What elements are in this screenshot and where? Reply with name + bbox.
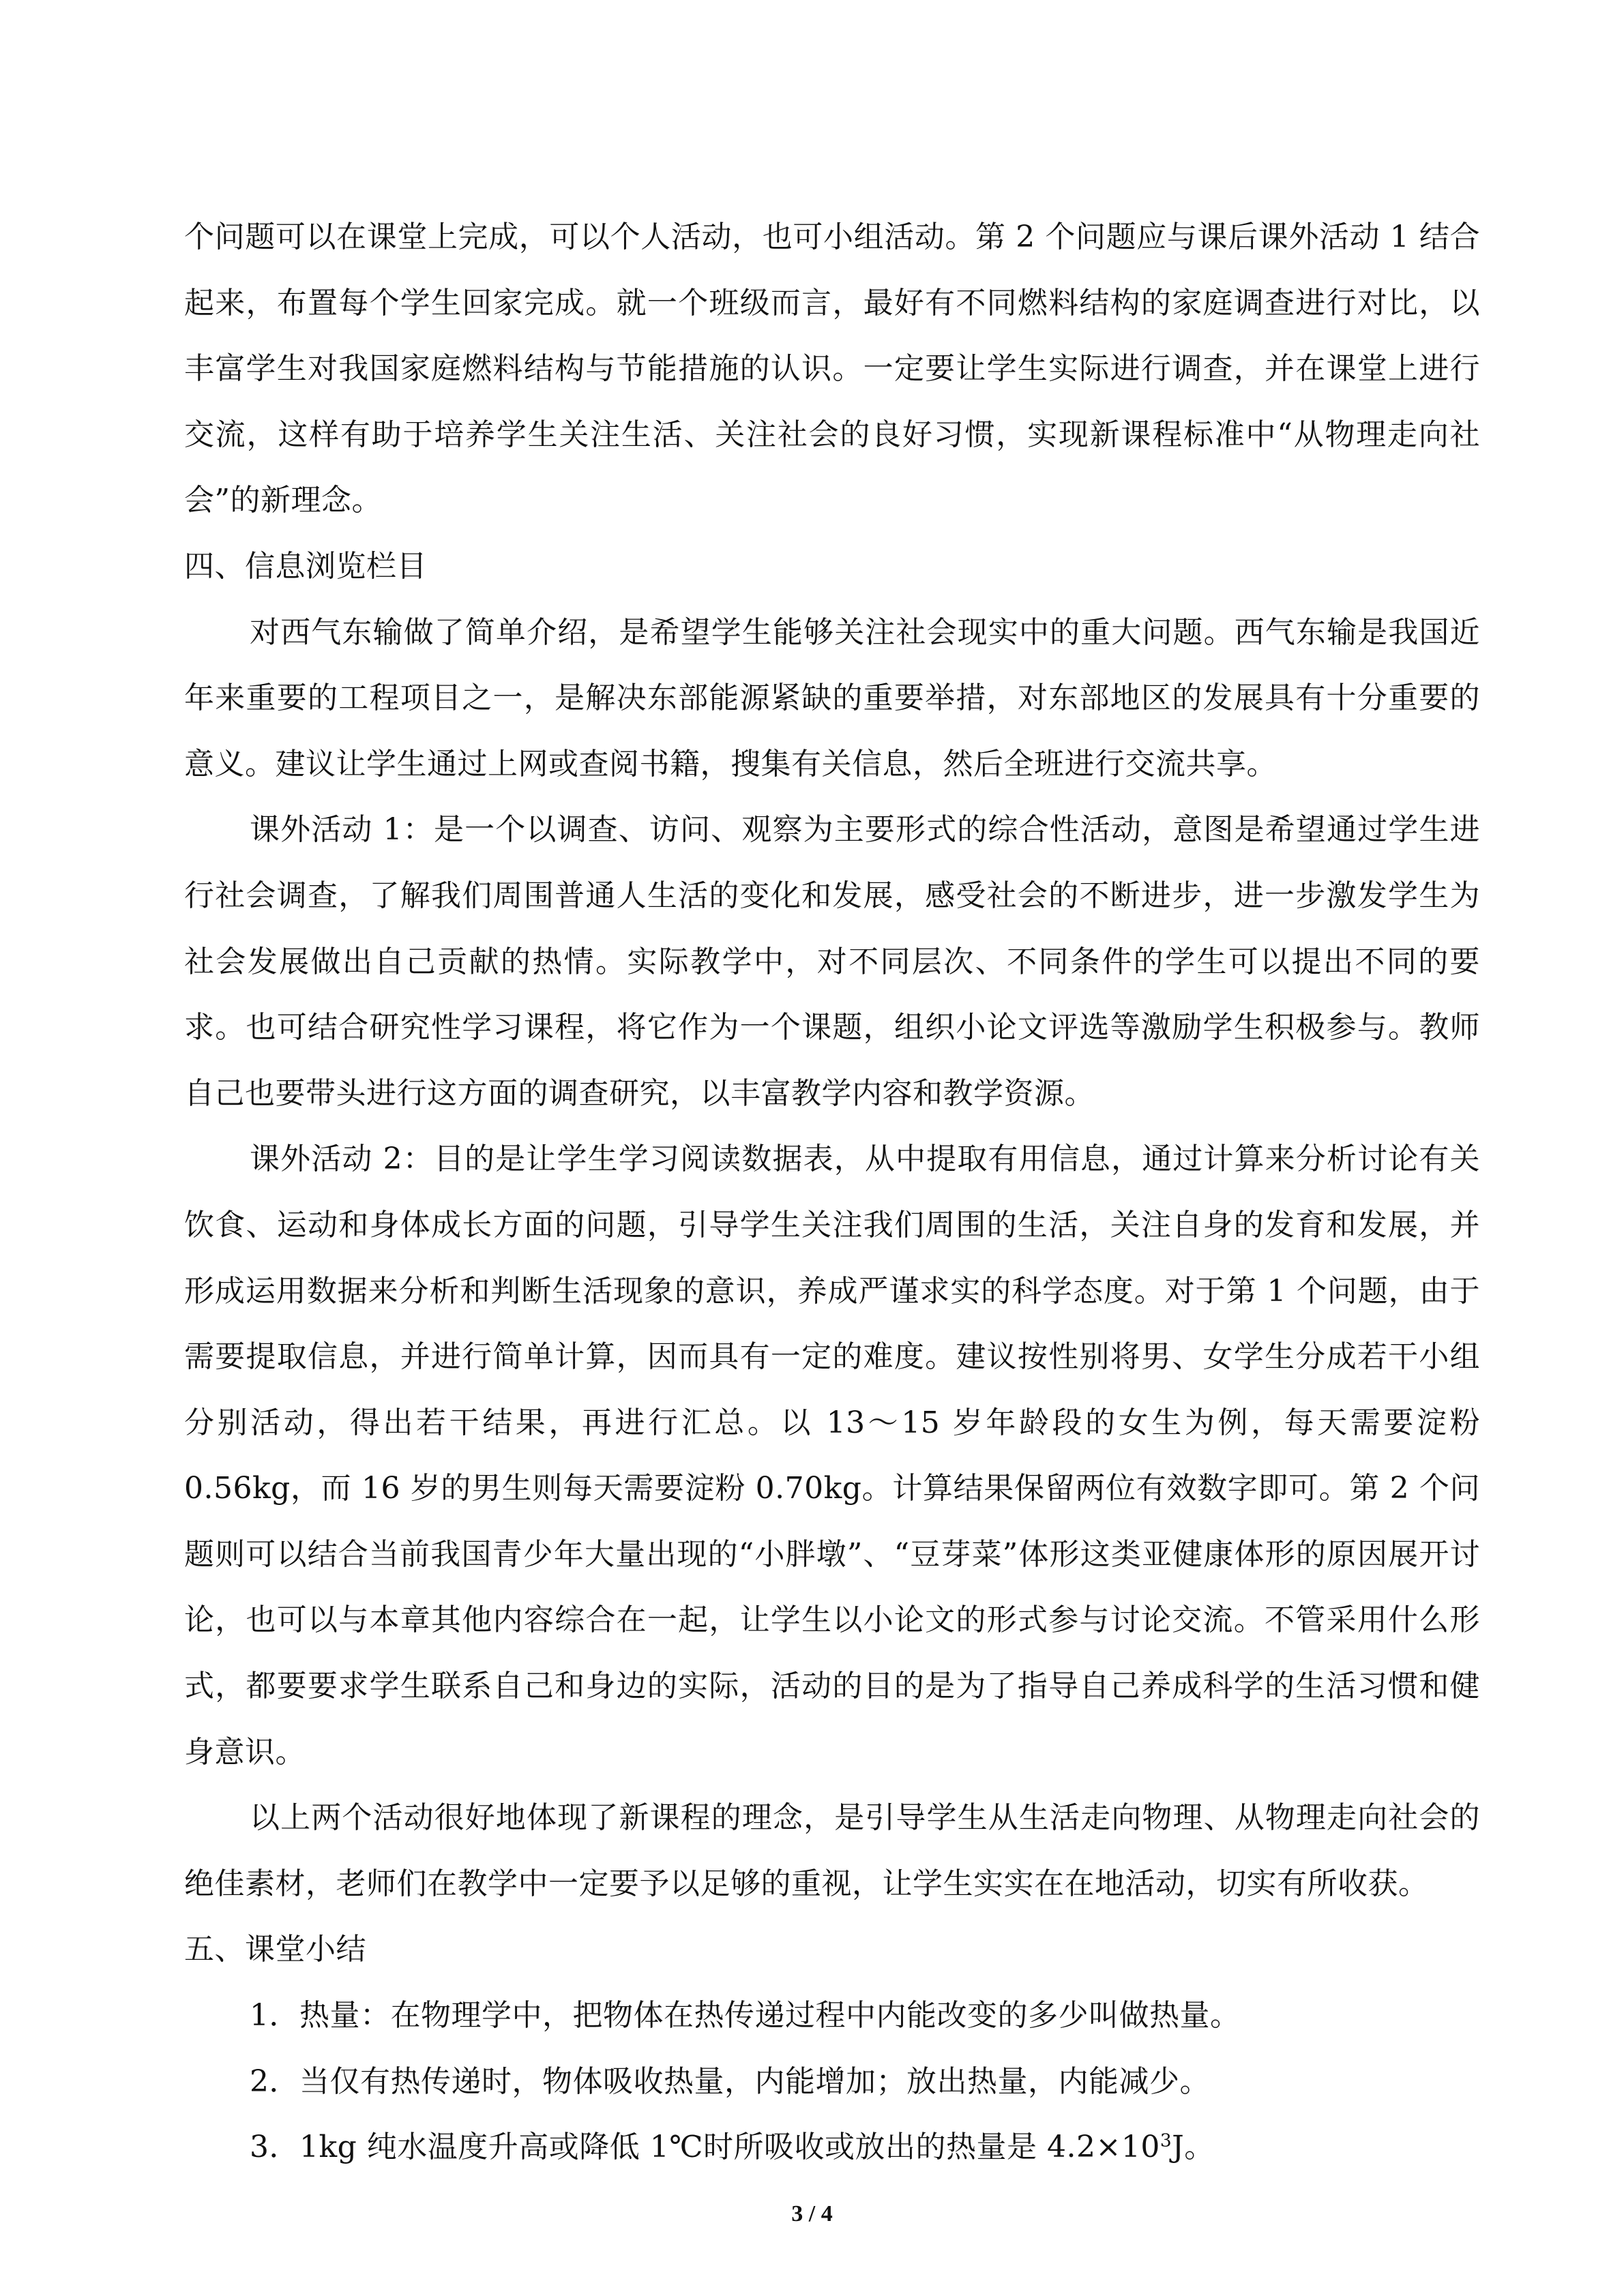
summary-item-2: 2．当仅有热传递时，物体吸收热量，内能增加；放出热量，内能减少。 (250, 2063, 1210, 2099)
summary-item-3-exponent: 3 (1160, 2130, 1172, 2151)
page-number: 3 / 4 (791, 2201, 833, 2226)
document-body (184, 205, 1480, 2181)
summary-item-3-unit: J。 (1172, 2130, 1215, 2165)
summary-item-3-text: 3．1kg 纯水温度升高或降低 1℃时所吸收或放出的热量是 4.2×10 (250, 2130, 1160, 2165)
summary-item-3 (184, 2115, 1480, 2181)
section-heading-info-browse: 四、信息浏览栏目 (184, 548, 427, 584)
paragraph-activities-summary: 以上两个活动很好地体现了新课程的理念，是引导学生从生活走向物理、从物理走向社会的绝佳素材，老师们在教学中一定要予以足够的重视，让学生实实在在地活动，切实有所收获。 (184, 1800, 1480, 1901)
paragraph-activity-1: 课外活动 1：是一个以调查、访问、观察为主要形式的综合性活动，意图是希望通过学生进行社会调查，了解我们周围普通人生活的变化和发展，感受社会的不断进步，进一步激发学生为社会发展做出自己贡献的热情。实际教学中，对不同层次、不同条件的学生可以提出不同的要求。也可结合研究性学习课程，将它作为一个课题，组织小论文评选等激励学生积极参与。教师自己也要带头进行这方面的调查研究，以丰富教学内容和教学资源。 (184, 812, 1480, 1111)
paragraph-activity-2: 课外活动 2：目的是让学生学习阅读数据表，从中提取有用信息，通过计算来分析讨论有关饮食、运动和身体成长方面的问题，引导学生关注我们周围的生活，关注自身的发育和发展，并形成运用数据来分析和判断生活现象的意识，养成严谨求实的科学态度。对于第 1 个问题，由于需要提取信息，并进行简单计算，因而具有一定的难度。建议按性别将男、女学生分成若干小组分别活动，得出若干结果，再进行汇总。以 13～15 岁年龄段的女生为例，每天需要淀粉 0.56kg，而 16 岁的男生则每天需要淀粉 0.70kg。计算结果保留两位有效数字即可。第 2 个问题则可以结合当前我国青少年大量出现的“小胖墩”、“豆芽菜”体形这类亚健康体形的原因展开讨论，也可以与本章其他内容综合在一起，让学生以小论文的形式参与讨论交流。不管采用什么形式，都要要求学生联系自己和身边的实际，活动的目的是为了指导自己养成科学的生活习惯和健身意识。 (184, 1142, 1480, 1770)
summary-item-1: 1．热量：在物理学中，把物体在热传递过程中内能改变的多少叫做热量。 (250, 1998, 1241, 2033)
paragraph-continuation: 个问题可以在课堂上完成，可以个人活动，也可小组活动。第 2 个问题应与课后课外活动 1 结合起来，布置每个学生回家完成。就一个班级而言，最好有不同燃料结构的家庭调查进行对比，以丰富学生对我国家庭燃料结构与节能措施的认识。一定要让学生实际进行调查，并在课堂上进行交流，这样有助于培养学生关注生活、关注社会的良好习惯，实现新课程标准中“从物理走向社会”的新理念。 (184, 220, 1480, 518)
section-heading-class-summary: 五、课堂小结 (184, 1932, 366, 1967)
paragraph-west-east-gas: 对西气东输做了简单介绍，是希望学生能够关注社会现实中的重大问题。西气东输是我国近年来重要的工程项目之一，是解决东部能源紧缺的重要举措，对东部地区的发展具有十分重要的意义。建议让学生通过上网或查阅书籍，搜集有关信息，然后全班进行交流共享。 (184, 614, 1480, 781)
